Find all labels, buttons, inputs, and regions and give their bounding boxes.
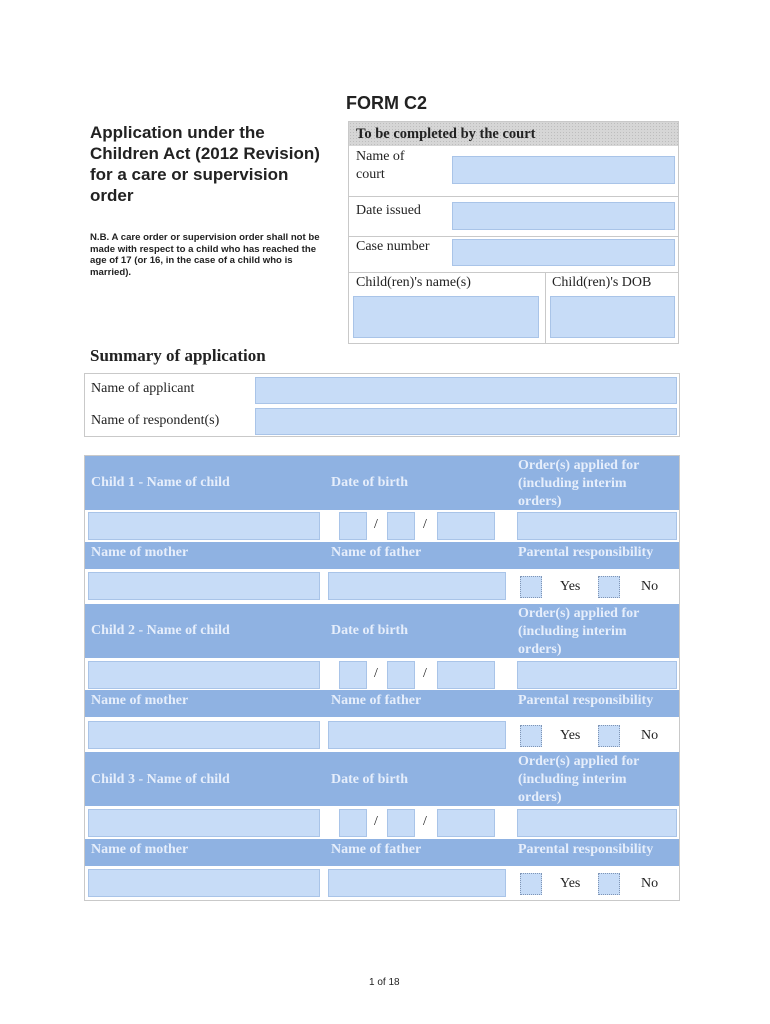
child-2-name-field[interactable] [88,661,320,689]
orders-label-line: (including interim [518,772,627,787]
orders-label-line: (including interim [518,476,627,491]
divider [349,272,678,273]
nb-note-line: age of 17 (or 16, in the case of a child who is [90,255,293,267]
child-3-dob-day[interactable] [339,809,367,837]
orders-label-line: (including interim [518,624,627,639]
child-1-dob-label: Date of birth [331,475,408,490]
child-1-father-field[interactable] [328,572,506,600]
application-title-line: for a care or supervision [90,165,289,184]
child-1-dob-year[interactable] [437,512,495,540]
child-3-dob-year[interactable] [437,809,495,837]
date-separator: / [423,666,427,681]
orders-label-line: Order(s) applied for [518,458,640,473]
child-1-parental-label: Parental responsibility [518,545,654,560]
child-2-mother-label: Name of mother [91,693,189,708]
nb-note-line: N.B. A care order or supervision order shall not be [90,232,320,243]
child-2-dob-label: Date of birth [331,623,408,638]
child-1-mother-field[interactable] [88,572,320,600]
orders-label-line: Order(s) applied for [518,754,640,769]
child-3-parental-label: Parental responsibility [518,842,654,857]
child-3-orders-label [518,753,639,807]
orders-label-line: Order(s) applied for [518,606,640,621]
child-3-mother-label: Name of mother [91,842,189,857]
child-1-father-label: Name of father [331,545,422,560]
child-3-father-field[interactable] [328,869,506,897]
no-label: No [641,876,659,891]
application-title [90,122,320,206]
form-title: FORM C2 [346,93,427,113]
divider [349,196,678,197]
child-2-parental-no-checkbox[interactable] [598,725,620,747]
summary-box [84,373,680,437]
child-1-orders-label [518,457,639,511]
child-1-parental-yes-checkbox[interactable] [520,576,542,598]
child-1-dob-month[interactable] [387,512,415,540]
child-3-dob-label: Date of birth [331,772,408,787]
child-3-father-label: Name of father [331,842,422,857]
no-label: No [641,728,659,743]
orders-label-line: orders) [518,642,562,657]
name-of-court-label [356,148,405,184]
yes-label: Yes [560,876,581,891]
summary-title: Summary of application [90,346,266,365]
case-number-field[interactable] [452,239,675,266]
applicant-label: Name of applicant [91,381,195,396]
child-2-dob-day[interactable] [339,661,367,689]
children-names-field[interactable] [353,296,539,338]
divider [545,272,546,343]
nb-note-line: made with respect to a child who has reached the [90,243,317,255]
orders-label-line: orders) [518,790,562,805]
respondent-label: Name of respondent(s) [91,413,220,428]
child-3-parental-yes-checkbox[interactable] [520,873,542,895]
nb-note-line: married). [90,266,132,278]
application-title-line: Application under the [90,123,265,142]
child-2-mother-field[interactable] [88,721,320,749]
child-2-name-label: Child 2 - Name of child [91,623,230,638]
children-dob-field[interactable] [550,296,675,338]
child-2-dob-year[interactable] [437,661,495,689]
child-2-father-label: Name of father [331,693,422,708]
court-box-header-label: To be completed by the court [356,126,536,142]
divider [349,236,678,237]
name-of-court-field[interactable] [452,156,675,184]
child-3-parental-no-checkbox[interactable] [598,873,620,895]
nb-note [90,232,320,278]
page-number: 1 of 18 [369,977,400,988]
no-label: No [641,579,659,594]
date-separator: / [423,517,427,532]
child-2-orders-label [518,605,639,659]
child-2-parental-label: Parental responsibility [518,693,654,708]
date-separator: / [374,666,378,681]
child-3-dob-month[interactable] [387,809,415,837]
date-separator: / [374,814,378,829]
date-separator: / [374,517,378,532]
children-dob-label: Child(ren)'s DOB [552,275,652,290]
child-1-name-label: Child 1 - Name of child [91,475,230,490]
application-title-line: Children Act (2012 Revision) [90,144,320,163]
orders-label-line: orders) [518,494,562,509]
child-1-parental-no-checkbox[interactable] [598,576,620,598]
child-2-orders-field[interactable] [517,661,677,689]
child-3-name-label: Child 3 - Name of child [91,772,230,787]
child-1-dob-day[interactable] [339,512,367,540]
child-3-orders-field[interactable] [517,809,677,837]
court-box [348,121,679,344]
child-2-father-field[interactable] [328,721,506,749]
yes-label: Yes [560,579,581,594]
name-of-court-label-line: court [356,167,385,182]
child-3-name-field[interactable] [88,809,320,837]
date-issued-label: Date issued [356,203,421,218]
case-number-label: Case number [356,239,430,254]
child-3-mother-field[interactable] [88,869,320,897]
application-title-line: order [90,186,134,205]
child-1-mother-label: Name of mother [91,545,189,560]
date-issued-field[interactable] [452,202,675,230]
applicant-field[interactable] [255,377,677,404]
children-names-label: Child(ren)'s name(s) [356,275,471,290]
date-separator: / [423,814,427,829]
child-2-parental-yes-checkbox[interactable] [520,725,542,747]
child-1-name-field[interactable] [88,512,320,540]
child-1-orders-field[interactable] [517,512,677,540]
respondent-field[interactable] [255,408,677,435]
yes-label: Yes [560,728,581,743]
name-of-court-label-line: Name of [356,149,405,164]
child-2-dob-month[interactable] [387,661,415,689]
